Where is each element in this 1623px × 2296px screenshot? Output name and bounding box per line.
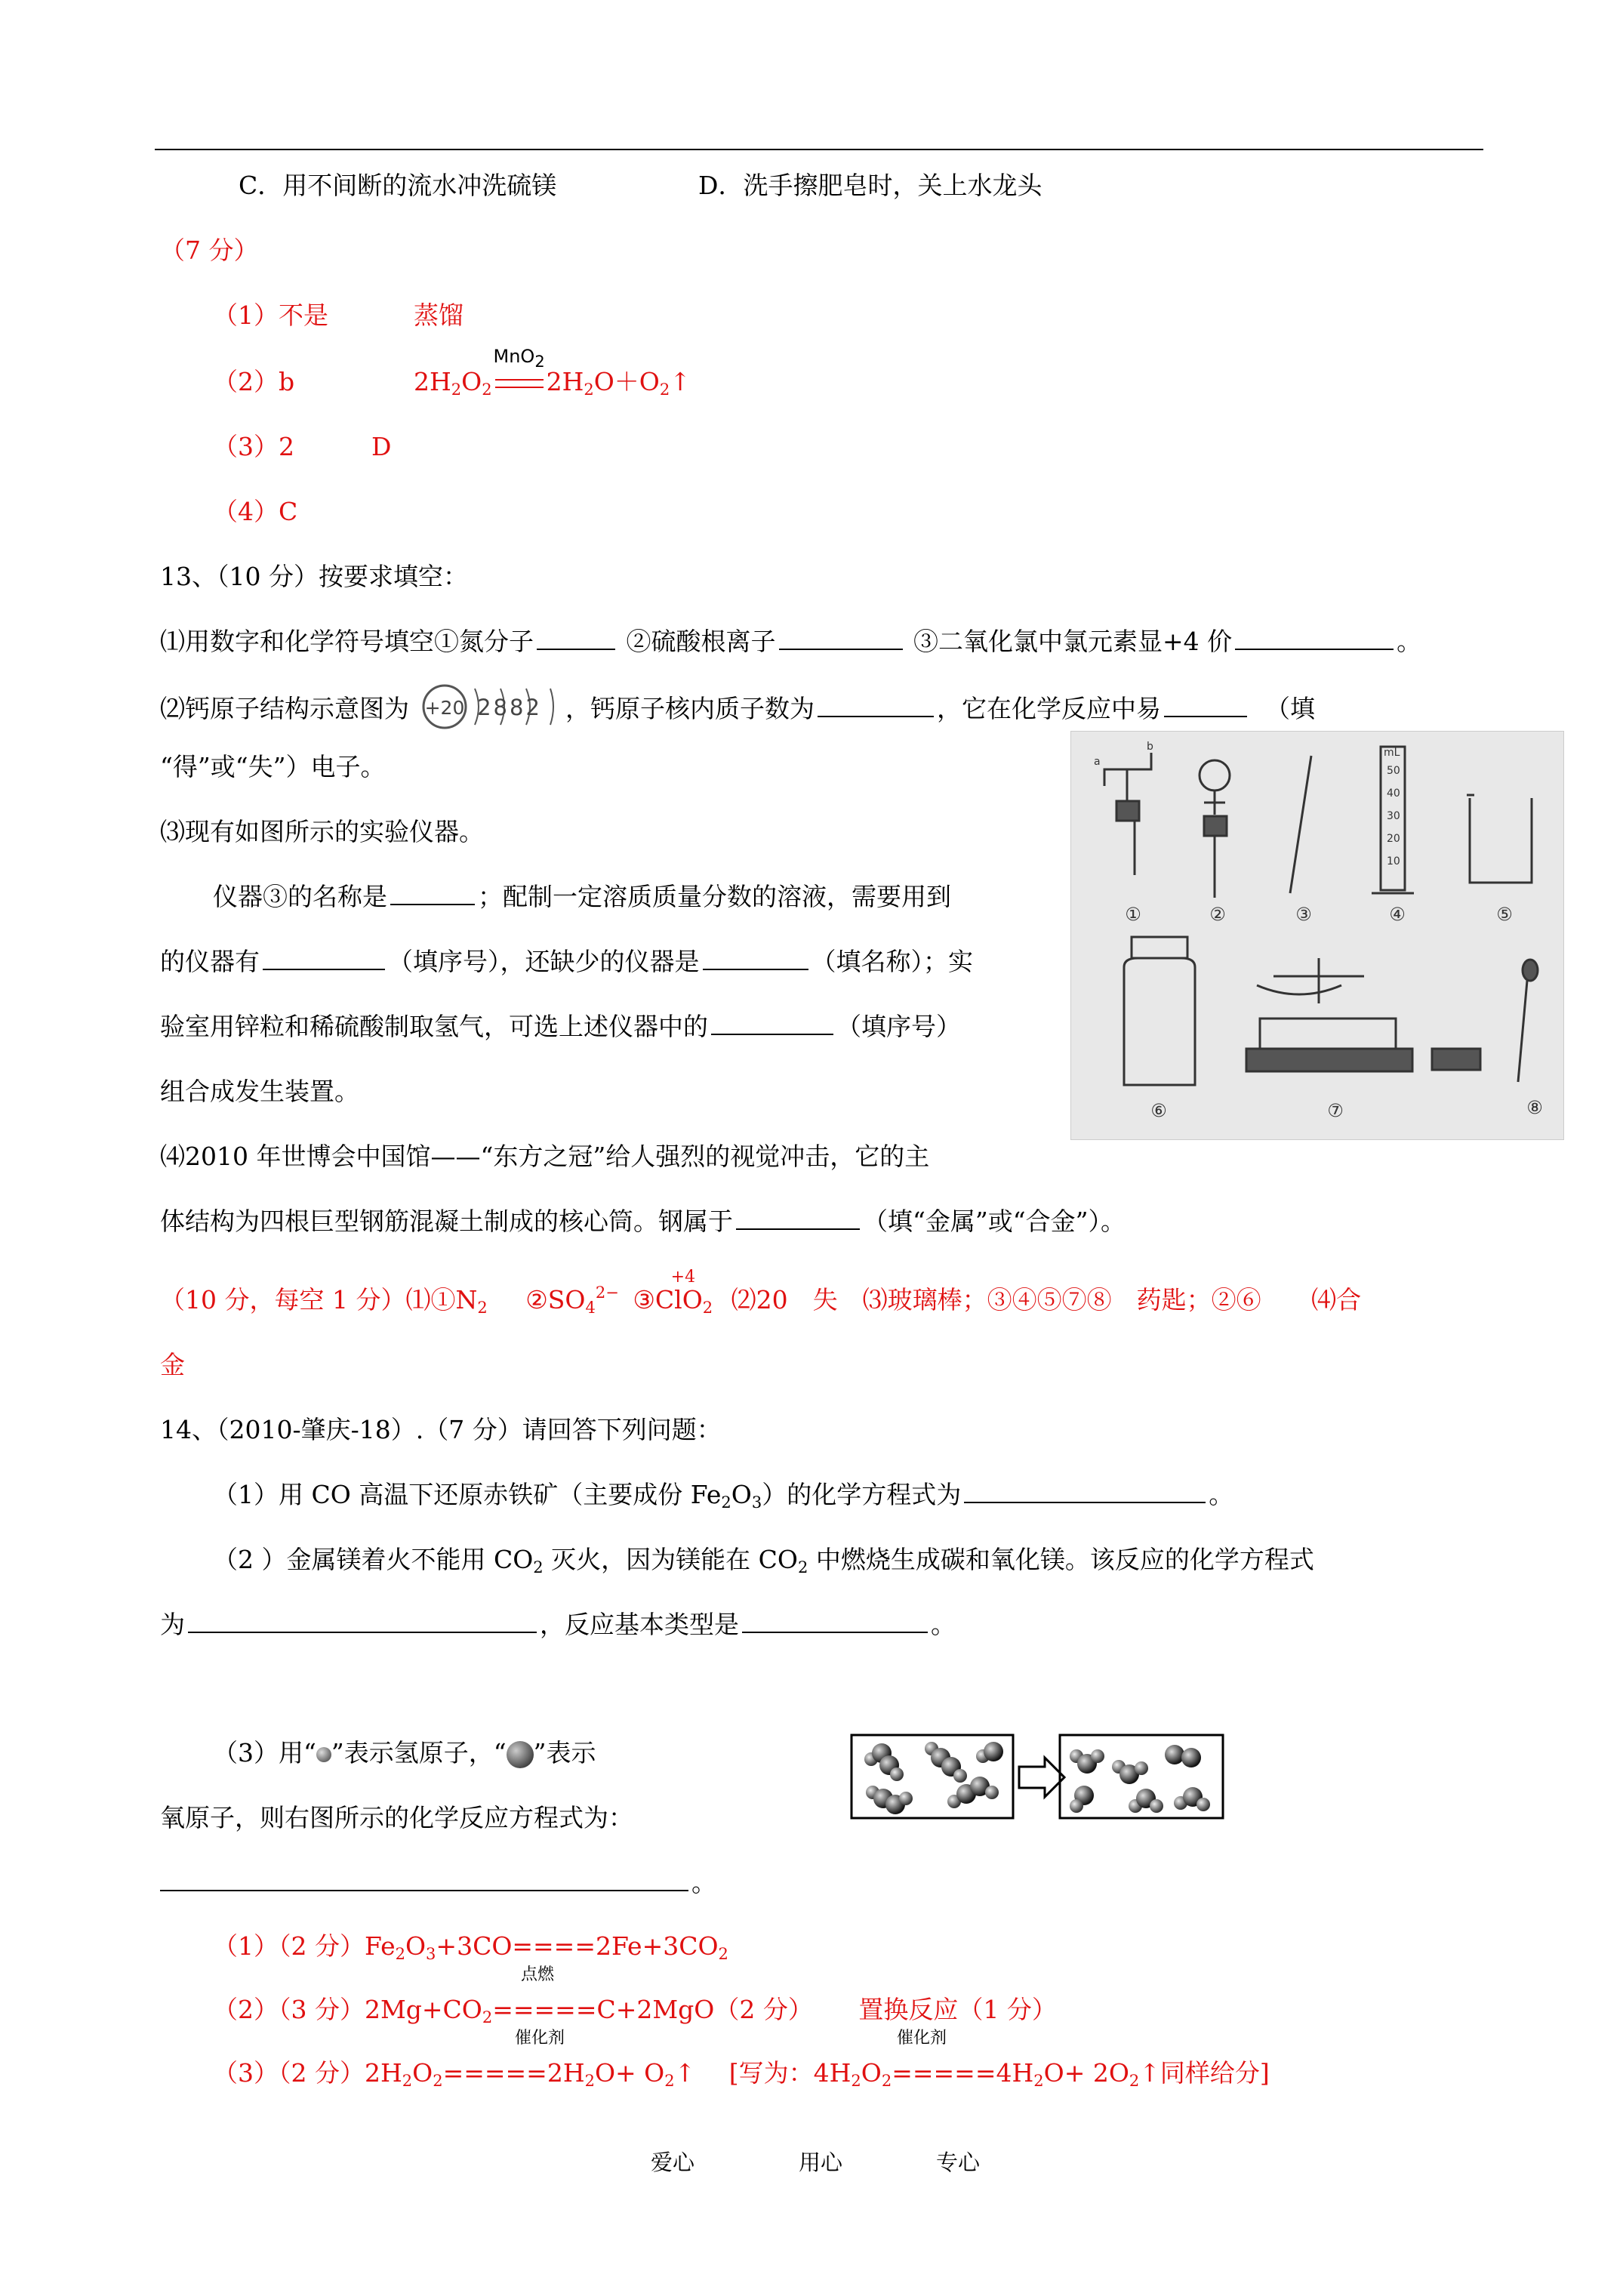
question13-part3-b: 的仪器有 （填序号），还缺少的仪器是 （填名称）；实 — [160, 947, 973, 976]
lab-apparatus-figure — [1070, 731, 1564, 1140]
question13-part4-a: ⑷2010 年世博会中国馆——“东方之冠”给人强烈的视觉冲击，它的主 — [160, 1142, 930, 1171]
svg-text:20: 20 — [1387, 833, 1400, 845]
footer-text-3: 专心 — [936, 2150, 981, 2175]
svg-text:mL: mL — [1384, 747, 1400, 759]
answer14-line1: （1）（2 分）$Fe_2O_3+3CO====2Fe+3CO_2$ — [213, 1931, 728, 1963]
answer14-line3: （3）（2 分）$2H_2O_2=====2H_2O+$ $O_2↑$ [写为：$4H_2O_2=====4H_2O+$ $2O_2↑$同样给分] — [213, 2058, 1270, 2090]
question13-part2-cont: “得”或“失”）电子。 — [160, 752, 386, 781]
option-d: D．洗手擦肥皂时，关上水龙头 — [698, 171, 1042, 200]
question13-part3-a: 仪器③的名称是 ；配制一定溶质质量分数的溶液，需要用到 — [213, 882, 951, 911]
svg-text:b: b — [1147, 741, 1153, 753]
svg-text:10: 10 — [1387, 855, 1400, 868]
answer12-score: （7 分） — [160, 236, 259, 265]
answer13-line1: （10 分，每空 1 分）$⑴①N_2$ $②SO_4^{2-}$ +4 ③ClO$_2$ ⑵20 失 ⑶玻璃棒；③④⑤⑦⑧ 药匙；②⑥ ⑷合 — [160, 1268, 1362, 1317]
svg-text:a: a — [1094, 756, 1101, 768]
svg-text:30: 30 — [1387, 810, 1400, 822]
calcium-nucleus: +20 — [424, 697, 464, 719]
question14-part3-cont: 氧原子，则右图所示的化学反应方程式为： — [160, 1803, 633, 1832]
footer-text-1: 爱心 — [651, 2150, 695, 2175]
answer12-line4-label: （4）C — [213, 497, 298, 526]
question14-part2: （2 ）金属镁着火不能用 $CO_2$ 灭火，因为镁能在 $CO_2$ 中燃烧生成碳和氧化镁。该反应的化学方程式 — [213, 1545, 1314, 1576]
apparatus-label-7: ⑦ — [1327, 1100, 1344, 1121]
question13-part1: ⑴用数字和化学符号填空①氮分子 ②硫酸根离子 ③二氧化氯中氯元素显+4 价 。 — [160, 627, 1422, 656]
answer13-line2: 金 — [160, 1350, 185, 1379]
question13-part3-c: 验室用锌粒和稀硫酸制取氢气，可选上述仪器中的 （填序号） — [160, 1012, 961, 1041]
answer12-line2-label: （2）b — [213, 367, 295, 396]
answer14-line2-condition: 点燃 — [521, 1965, 555, 1984]
oxygen-atom-icon — [507, 1741, 534, 1768]
question13-title: 13、（10 分）按要求填空： — [160, 562, 468, 591]
question14-title: 14、（2010-肇庆-18）.（7 分）请回答下列问题： — [160, 1415, 722, 1444]
answer14-line2: （2）（3 分）$2Mg+CO_2=====C+2MgO(2$ 分） 置换反应（1 分） — [213, 1995, 1057, 2026]
question13-part2: ⑵钙原子结构示意图为 +20 2882 ，钙原子核内质子数为 ，它在化学反应中易 （填 — [160, 687, 1315, 734]
answer12-line1-value: 蒸馏 — [414, 300, 463, 330]
footer-text-2: 用心 — [799, 2150, 843, 2175]
answer14-line3-condition: 催化剂 — [515, 2029, 565, 2048]
apparatus-label-8: ⑧ — [1526, 1097, 1543, 1118]
svg-text:50: 50 — [1387, 765, 1400, 777]
question13-part3: ⑶现有如图所示的实验仪器。 — [160, 817, 484, 846]
svg-text:40: 40 — [1387, 787, 1400, 800]
answer12-line3-label: （3）2 — [213, 432, 294, 461]
answer12-line3-value: D — [371, 432, 392, 461]
apparatus-label-2: ② — [1209, 904, 1226, 925]
question13-part3-d: 组合成发生装置。 — [160, 1077, 359, 1106]
apparatus-label-3: ③ — [1295, 904, 1312, 925]
question14-part2-cont: 为 ，反应基本类型是 。 — [160, 1610, 956, 1639]
molecule-reaction-figure — [850, 1734, 1227, 1826]
answer12-line1-label: （1）不是 — [213, 300, 328, 330]
apparatus-label-5: ⑤ — [1496, 904, 1513, 925]
calcium-atom-diagram — [417, 683, 558, 729]
question14-part3-blank: 。 — [160, 1866, 716, 1900]
apparatus-label-6: ⑥ — [1150, 1100, 1167, 1121]
question13-part4-b: 体结构为四根巨型钢筋混凝土制成的核心筒。钢属于 （填“金属”或“合金”）。 — [160, 1207, 1126, 1236]
option-c: C．用不间断的流水冲洗硫镁 — [239, 171, 557, 200]
question14-part1: （1）用 CO 高温下还原赤铁矿（主要成份 $Fe_2O_3$）的化学方程式为 。 — [213, 1480, 1234, 1512]
header-rule — [155, 149, 1483, 150]
answer12-line2-equation: $2H_2O_2$ MnO$_2$ $2H_2O+O_2↑$ — [414, 346, 691, 399]
apparatus-label-1: ① — [1125, 904, 1141, 925]
hydrogen-atom-icon — [316, 1747, 331, 1762]
question14-part3: （3）用“ ”表示氢原子，“ ”表示 — [213, 1738, 596, 1767]
answer14-line3-alt-condition: 催化剂 — [897, 2029, 947, 2048]
calcium-shells: 2882 — [476, 695, 542, 720]
apparatus-label-4: ④ — [1389, 904, 1406, 925]
